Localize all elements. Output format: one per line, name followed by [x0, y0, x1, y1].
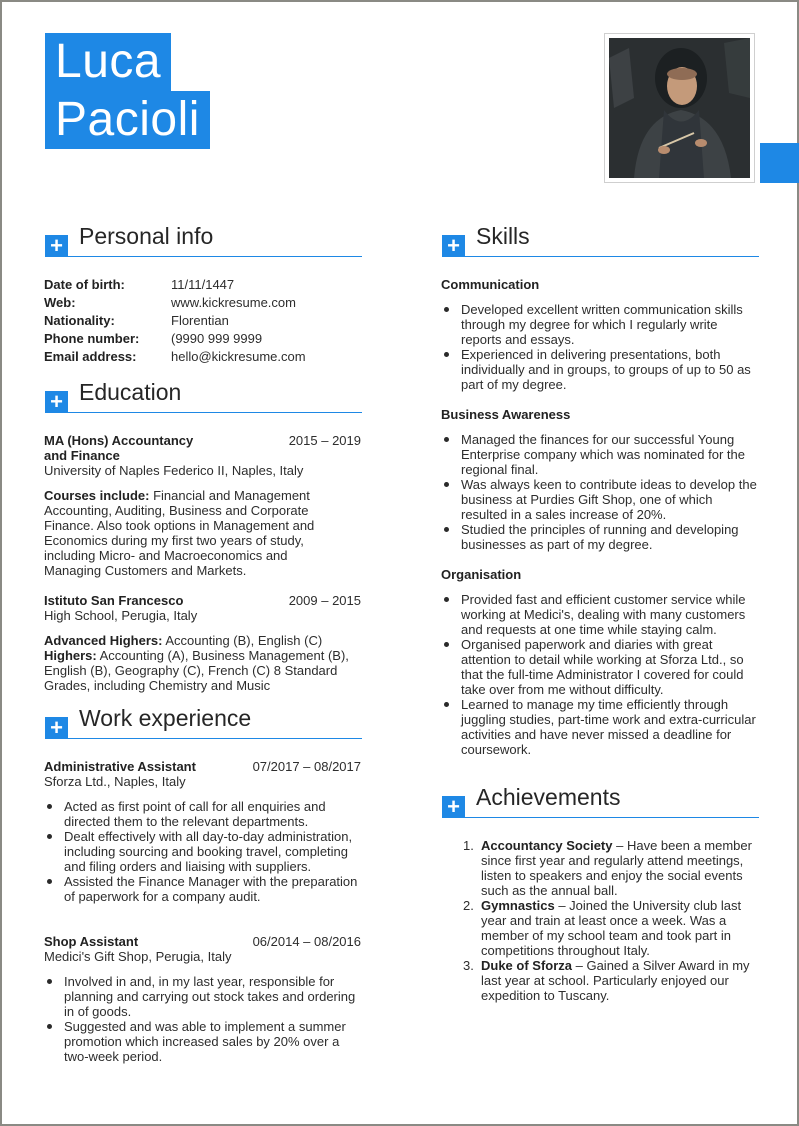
accent-square [760, 143, 799, 183]
list-item: Developed excellent written communication skills through my degree for which I regularly write reports and essays. [441, 302, 759, 347]
skill-group-title: Business Awareness [441, 407, 571, 422]
work-experience-header [45, 705, 362, 740]
section-title: Personal info [79, 223, 214, 249]
list-item: 3. Duke of Sforza – Gained a Silver Award in my last year at school. Particularly enjoyed our expedition to Tuscany. [463, 958, 750, 1003]
job-bullets [44, 799, 364, 904]
highers-text: Advanced Highers: Accounting (B), English (C) Highers: Accounting (A), Business Management (B), English (B), Geography (C), French (C) 8 Standard Grades, including Chemistry and Music [44, 633, 349, 693]
personal-info-header [45, 223, 362, 258]
plus-icon: + [45, 717, 68, 739]
list-item: Suggested and was able to implement a summer promotion which increased sales by 20% over a two-week period. [44, 1019, 364, 1064]
skill-group-title: Organisation [441, 567, 522, 582]
list-item: Involved in and, in my last year, responsible for planning and carrying out stock takes and ordering in of goods. [44, 974, 364, 1019]
list-item: Assisted the Finance Manager with the preparation of paperwork for a company audit. [44, 874, 364, 904]
education-dates: 2015 – 2019 [288, 433, 361, 448]
skill-bullets [441, 432, 759, 552]
degree-title-cont: and Finance [44, 448, 120, 463]
achievements-header [442, 784, 759, 819]
info-label: Phone number: [44, 331, 140, 346]
list-item: Experienced in delivering presentations, both individually and in groups, to groups of up to 50 as part of my degree. [441, 347, 759, 392]
item-number: 2. [463, 898, 474, 913]
plus-icon: + [442, 796, 465, 818]
first-name: Luca [45, 33, 171, 91]
info-value: Florentian [171, 313, 229, 328]
skill-bullets [441, 302, 759, 392]
info-label: Date of birth: [44, 277, 125, 292]
info-label: Email address: [44, 349, 137, 364]
item-number: 3. [463, 958, 474, 973]
list-item: Was always keen to contribute ideas to develop the business at Purdies Gift Shop, one of which resulted in a sales increase of 20%. [441, 477, 759, 522]
list-item: 2. Gymnastics – Joined the University club last year and train at least once a week. Was a member of my school team and took part in competitions throughout Italy. [463, 898, 742, 958]
list-item: Managed the finances for our successful Young Enterprise company which was nominated for the regional final. [441, 432, 759, 477]
courses-label: Courses include: [44, 488, 150, 503]
achievement-title: Duke of Sforza [481, 958, 573, 973]
achievement-title: Accountancy Society [481, 838, 613, 853]
section-title: Achievements [476, 784, 621, 810]
list-item: Provided fast and efficient customer service while working at Medici's, dealing with many customers and requests at one time while staying calm. [441, 592, 759, 637]
info-label: Web: [44, 295, 76, 310]
job-bullets [44, 974, 364, 1064]
info-value: hello@kickresume.com [171, 349, 306, 364]
degree-title: MA (Hons) Accountancy [44, 433, 194, 448]
list-item: Studied the principles of running and developing businesses as part of my degree. [441, 522, 759, 552]
job-role: Administrative Assistant [44, 759, 196, 774]
job-role: Shop Assistant [44, 934, 139, 949]
list-item: Acted as first point of call for all enquiries and directed them to the relevant departments. [44, 799, 364, 829]
education-header [45, 379, 362, 414]
job-dates: 06/2014 – 08/2016 [252, 934, 361, 949]
list-item: Dealt effectively with all day-to-day administration, including sourcing and booking travel, completing and filing orders and liaising with suppliers. [44, 829, 364, 874]
achievement-title: Gymnastics [481, 898, 555, 913]
list-item: Learned to manage my time efficiently through juggling studies, part-time work and extra-curricular activities and have never missed a deadline for coursework. [441, 697, 759, 757]
skills-header [442, 223, 759, 258]
list-item: 1. Accountancy Society – Have been a member since first year and regularly attend meetings, listen to speakers and enjoy the social events such as the annual ball. [463, 838, 752, 898]
plus-icon: + [442, 235, 465, 257]
section-title: Work experience [79, 705, 252, 731]
info-value: www.kickresume.com [171, 295, 296, 310]
list-item: Organised paperwork and diaries with great attention to detail while working at Sforza Ltd., so that the full-time Administrator I covered for could take over from me without difficulty. [441, 637, 759, 697]
profile-photo [609, 38, 750, 178]
courses-text: Courses include: Financial and Management Accounting, Auditing, Business and Corporate Finance. Also took options in Management and Economics during my first two years of study, including Micro- and Macroeconomics and Managing Customers and Markets. [44, 488, 315, 578]
info-label: Nationality: [44, 313, 115, 328]
job-company: Medici's Gift Shop, Perugia, Italy [44, 949, 232, 964]
institution: University of Naples Federico II, Naples, Italy [44, 463, 304, 478]
plus-icon: + [45, 391, 68, 413]
education-dates: 2009 – 2015 [288, 593, 361, 608]
job-dates: 07/2017 – 08/2017 [252, 759, 361, 774]
skill-group-title: Communication [441, 277, 540, 292]
info-value: (9990 999 9999 [171, 331, 263, 346]
item-number: 1. [463, 838, 474, 853]
institution: High School, Perugia, Italy [44, 608, 198, 623]
school-title: Istituto San Francesco [44, 593, 184, 608]
skill-bullets [441, 592, 759, 757]
job-company: Sforza Ltd., Naples, Italy [44, 774, 186, 789]
section-title: Education [79, 379, 182, 405]
profile-photo-frame [604, 33, 755, 183]
plus-icon: + [45, 235, 68, 257]
achievements-list [441, 838, 761, 1003]
info-value: 11/11/1447 [171, 277, 235, 292]
last-name: Pacioli [45, 91, 210, 149]
section-title: Skills [476, 223, 530, 249]
